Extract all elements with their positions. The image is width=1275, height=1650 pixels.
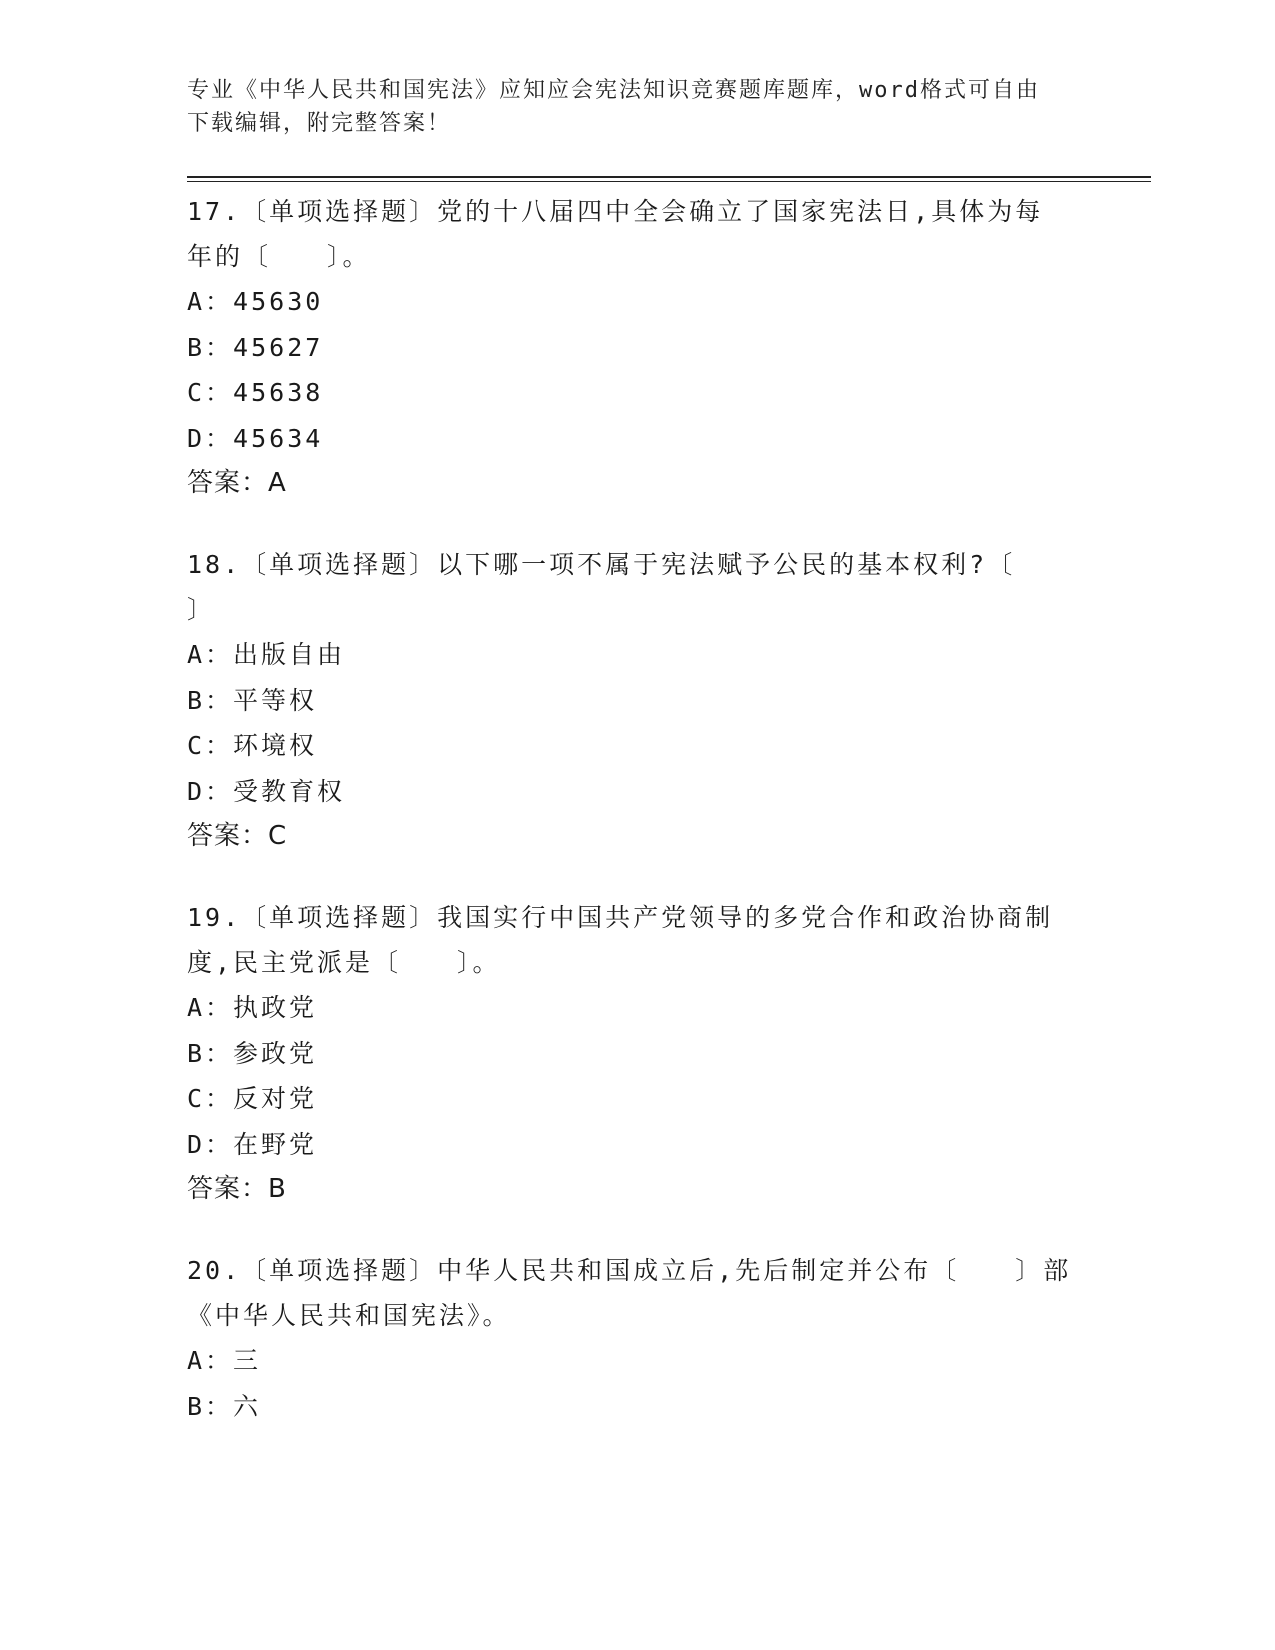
question-stem — [187, 895, 1087, 985]
option-c: C：45638 — [187, 378, 324, 407]
question-stem-line-1: 18.〔单项选择题〕以下哪一项不属于宪法赋予公民的基本权利?〔 — [187, 550, 1016, 579]
option-d: D：在野党 — [187, 1129, 318, 1159]
option-a: A：45630 — [187, 287, 324, 316]
question-stem-line-1: 20.〔单项选择题〕中华人民共和国成立后,先后制定并公布〔 〕部 — [187, 1256, 1072, 1285]
question-stem-line-2: 年的〔 〕。 — [187, 242, 371, 271]
question-19 — [187, 895, 1087, 1212]
option-a: A：执政党 — [187, 993, 318, 1022]
question-stem-line-2: 《中华人民共和国宪法》。 — [187, 1301, 511, 1330]
option-b: B：平等权 — [187, 685, 318, 715]
question-list — [187, 189, 1087, 1465]
question-20 — [187, 1248, 1087, 1429]
option-b: B：六 — [187, 1391, 262, 1421]
question-17 — [187, 189, 1087, 506]
question-stem — [187, 1248, 1087, 1338]
question-18 — [187, 542, 1087, 859]
option-c: C：环境权 — [187, 731, 318, 760]
answer: 答案：A — [187, 468, 287, 498]
option-d: D：受教育权 — [187, 776, 346, 806]
option-c: C：反对党 — [187, 1084, 318, 1113]
header-line-1: 专业《中华人民共和国宪法》应知应会宪法知识竞赛题库题库，word格式可自由 — [187, 78, 1040, 103]
question-stem-line-1: 17.〔单项选择题〕党的十八届四中全会确立了国家宪法日,具体为每 — [187, 197, 1044, 226]
header-divider-thin — [187, 181, 1151, 182]
question-stem-line-1: 19.〔单项选择题〕我国实行中国共产党领导的多党合作和政治协商制 — [187, 903, 1054, 932]
question-stem-line-2: 度,民主党派是〔 〕。 — [187, 948, 501, 977]
answer: 答案：B — [187, 1174, 287, 1204]
answer: 答案：C — [187, 821, 288, 851]
header-divider-thick — [187, 176, 1151, 178]
question-stem — [187, 189, 1087, 279]
option-b: B：参政党 — [187, 1038, 318, 1068]
document-header — [187, 74, 1067, 140]
option-b: B：45627 — [187, 332, 324, 362]
option-a: A：三 — [187, 1346, 262, 1375]
question-stem — [187, 542, 1087, 632]
question-stem-line-2: 〕 — [187, 595, 216, 624]
option-a: A：出版自由 — [187, 640, 346, 669]
option-d: D：45634 — [187, 423, 324, 453]
header-line-2: 下载编辑，附完整答案！ — [187, 111, 452, 136]
